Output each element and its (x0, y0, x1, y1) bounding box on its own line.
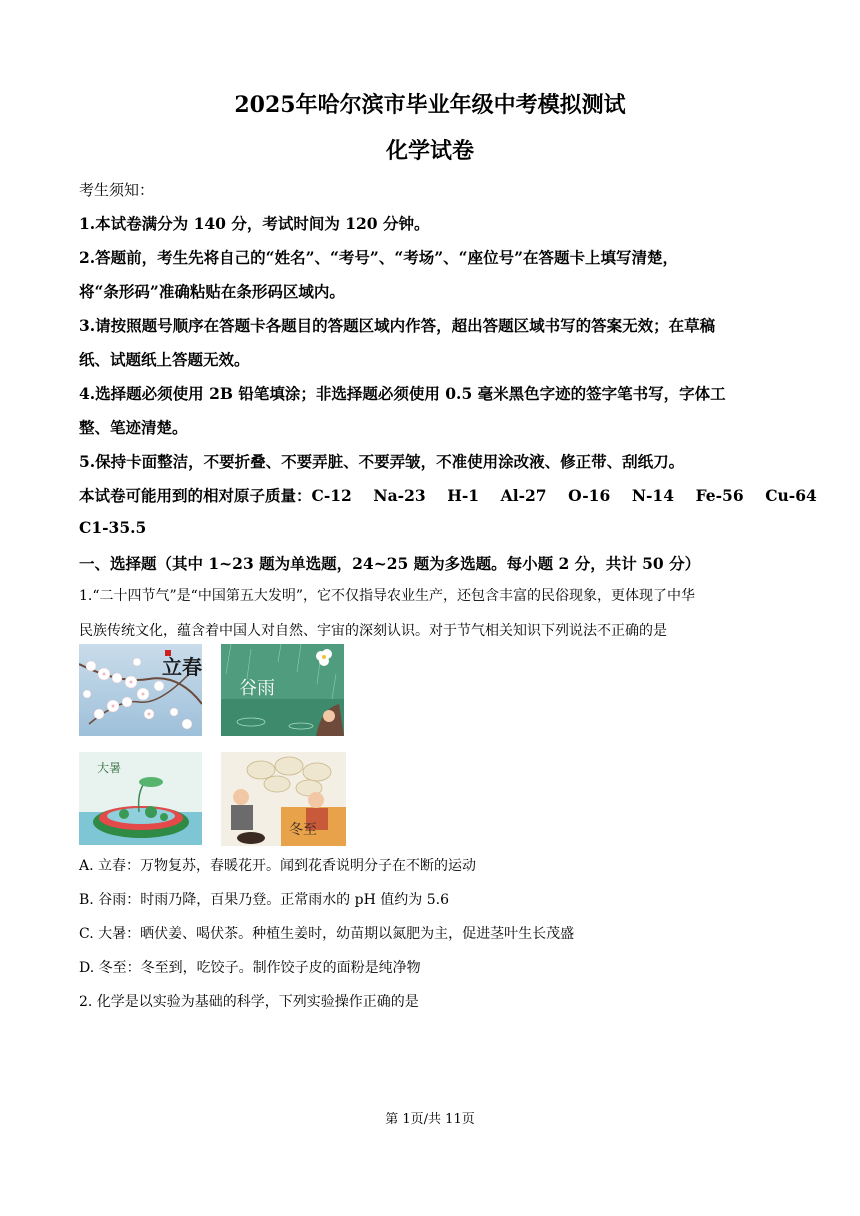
notice-heading: 考生须知： (79, 181, 155, 199)
question-1-option-c: C. 大暑：晒伏姜、喝伏茶。种植生姜时，幼苗期以氮肥为主，促进茎叶生长茂盛 (79, 926, 575, 942)
guyu-illustration (221, 644, 344, 736)
question-1-option-b: B. 谷雨：时雨乃降，百果乃登。正常雨水的 pH 值约为 5.6 (79, 892, 449, 908)
notice-item-4: 4.选择题必须使用 2B 铅笔填涂；非选择题必须使用 0.5 毫米黑色字迹的签字笔书写，字体工 (79, 384, 726, 403)
atomic-mass-line-2: C1-35.5 (79, 518, 147, 537)
notice-item-5: 5.保持卡面整洁，不要折叠、不要弄脏、不要弄皱，不准使用涂改液、修正带、刮纸刀。 (79, 452, 685, 471)
section-1-heading: 一、选择题（其中 1~23 题为单选题，24~25 题为多选题。每小题 2 分，共计 50 分） (79, 554, 701, 573)
question-1-stem-line-1: 1.“二十四节气”是“中国第五大发明”，它不仅指导农业生产，还包含丰富的民俗现象，更体现了中华 (79, 588, 695, 604)
question-1-stem-line-2: 民族传统文化，蕴含着中国人对自然、宇宙的深刻认识。对于节气相关知识下列说法不正确的是 (79, 623, 667, 639)
guyu-image (221, 644, 344, 736)
dongzhi-image (221, 752, 346, 846)
exam-title: 2025年哈尔滨市毕业年级中考模拟测试 (234, 92, 626, 118)
guyu-label: 谷雨 (239, 678, 275, 699)
lichun-image (79, 644, 202, 736)
dongzhi-label: 冬至 (289, 822, 317, 838)
question-1-option-d: D. 冬至：冬至到，吃饺子。制作饺子皮的面粉是纯净物 (79, 960, 421, 976)
dashu-label: 大暑 (97, 761, 122, 775)
exam-subtitle: 化学试卷 (385, 138, 474, 164)
lichun-illustration (79, 644, 202, 736)
notice-item-2-cont: 将“条形码”准确粘贴在条形码区域内。 (79, 282, 345, 301)
notice-item-1: 1.本试卷满分为 140 分，考试时间为 120 分钟。 (79, 214, 430, 233)
question-2-stem: 2. 化学是以实验为基础的科学，下列实验操作正确的是 (79, 994, 419, 1010)
notice-item-2: 2.答题前，考生先将自己的“姓名”、“考号”、“考场”、“座位号”在答题卡上填写清楚， (79, 248, 679, 267)
dongzhi-illustration (221, 752, 346, 846)
notice-item-3-cont: 纸、试题纸上答题无效。 (79, 350, 250, 369)
lichun-label: 立春 (162, 655, 202, 679)
notice-item-4-cont: 整、笔迹清楚。 (79, 418, 188, 437)
dashu-illustration (79, 752, 202, 845)
atomic-mass-line-1: 本试卷可能用到的相对原子质量：C-12 Na-23 H-1 Al-27 O-16 N-14 Fe-56 Cu-64 (79, 486, 817, 505)
page-number: 第 1页/共 11页 (385, 1112, 475, 1127)
question-1-option-a: A. 立春：万物复苏，春暖花开。闻到花香说明分子在不断的运动 (79, 858, 477, 874)
dashu-image (79, 752, 202, 845)
notice-item-3: 3.请按照题号顺序在答题卡各题目的答题区域内作答，超出答题区域书写的答案无效；在草稿 (79, 316, 716, 335)
